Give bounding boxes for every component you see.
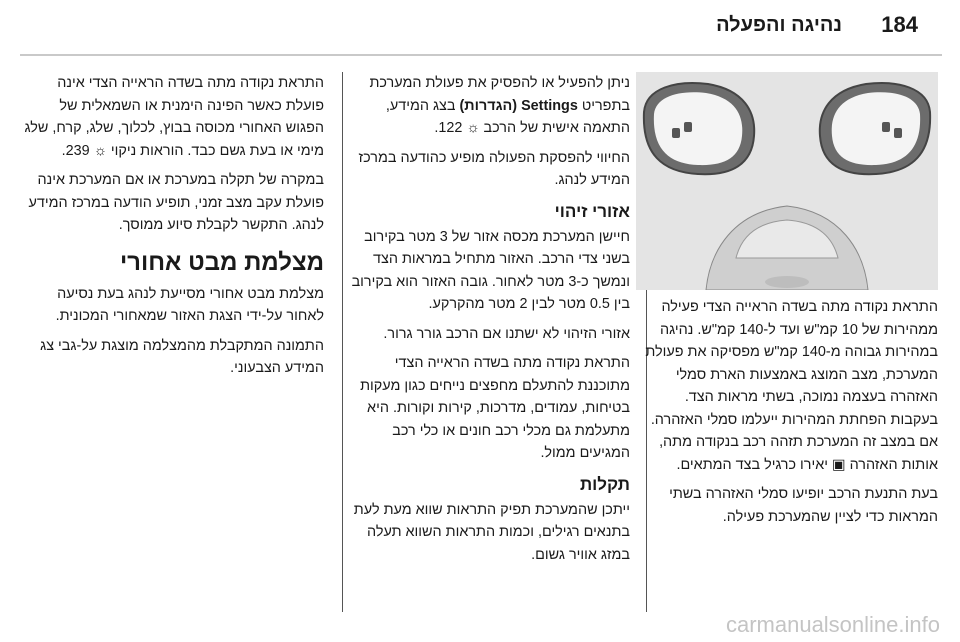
paragraph: החיווי להפסקת הפעולה מופיע כהודעה במרכז המידע לנהג.	[358, 149, 630, 188]
paragraph: התראת נקודה מתה בשדה הראייה הצדי אינה פועלת כאשר הפינה הימנית או השמאלית של הפגוש האחורי מכוסה בבוץ, לכלוך, שלג, קרח, שלג מימי או בעת גשם כבד. הוראות ניקוי ☼ 239.	[24, 75, 324, 159]
text: בצג המידע, התאמה אישית של הרכב ☼ 122.	[385, 97, 630, 136]
header-divider	[20, 54, 942, 56]
paragraph: ייתכן שהמערכת תפיק התראות שווא מעת לעת בתנאים רגילים, וכמות התראות השווא תעלה במזג אוויר גשום.	[353, 501, 630, 563]
figure-caption: התראת נקודה מתה בשדה הראייה הצדי פעילה ממהירות של 10 קמ"ש ועד ל-140 קמ"ש. נהיגה במהירות גבוהה מ-140 קמ"ש מפסיקה את פעולת המערכת, מצב המוצג באמצעות הארת סמלי האזהרה בעצמה נמוכה, בשתי מראות הצד. בעקבות הפחתת המהירות ייעלמו סמלי האזהרה. אם במצב זה המערכת תזהה רכב בנקודה מתה, אותות האזהרה ▣ יאירו כרגיל בצד המתאים.	[645, 299, 938, 473]
paragraph: חיישן המערכת מכסה אזור של 3 מטר בקירוב בשני צדי הרכב. האזור מתחיל במראות הצד ונמשך כ-3 מטר לאחור. גובה האזור הוא בקירוב בין 0.5 מטר לבין 2 מטר מהקרקע.	[351, 228, 630, 312]
column-middle	[340, 72, 630, 573]
paragraph-settings-menu	[340, 72, 630, 140]
paragraph: בעת התנעת הרכב יופיעו סמלי האזהרה בשתי המראות כדי לציין שהמערכת פעילה.	[669, 486, 938, 525]
paragraph: אזורי הזיהוי לא ישתנו אם הרכב גורר גרור.	[383, 325, 630, 342]
watermark: carmanualsonline.info	[725, 612, 940, 637]
page-title: נהיגה והפעלה	[716, 14, 842, 36]
section-heading-detection-zones: אזורי זיהוי	[554, 201, 630, 221]
page-number: 184	[881, 12, 918, 37]
car-mirrors-figure	[636, 72, 938, 290]
paragraph: במקרה של תקלה במערכת או אם המערכת אינה פועלת עקב מצב זמני, תופיע הודעה במרכז המידע לנהג. התקשר לקבלת סיוע ממוסך.	[28, 172, 324, 233]
section-heading-faults: תקלות	[579, 474, 630, 494]
column-right	[634, 72, 938, 535]
paragraph: מצלמת מבט אחורי מסייעת לנהג בעת נסיעה לאחור על-ידי הצגת האזור שמאחורי המכונית.	[55, 285, 324, 324]
text: ניתן להפעיל או להפסיק את פעולת המערכת בתפריט	[369, 75, 630, 114]
mirror-illustration	[636, 72, 938, 290]
paragraph: התראת נקודה מתה בשדה הראייה הצדי מתוכננת להתעלם מחפצים נייחים כגון מעקות בטיחות, עמודים, מדרכות, קירות וקורות. היא מתעלמת גם מכלי רכב חונים או כלי רכב המגיעים ממול.	[360, 355, 630, 461]
section-heading-rear-camera: מצלמת מבט אחורי	[119, 248, 324, 276]
column-left	[20, 72, 324, 387]
paragraph: התמונה המתקבלת מהמצלמה מוצגת על-גבי צג המידע הצבעוני.	[40, 337, 324, 376]
settings-menu-name: Settings (הגדרות)	[459, 97, 578, 114]
